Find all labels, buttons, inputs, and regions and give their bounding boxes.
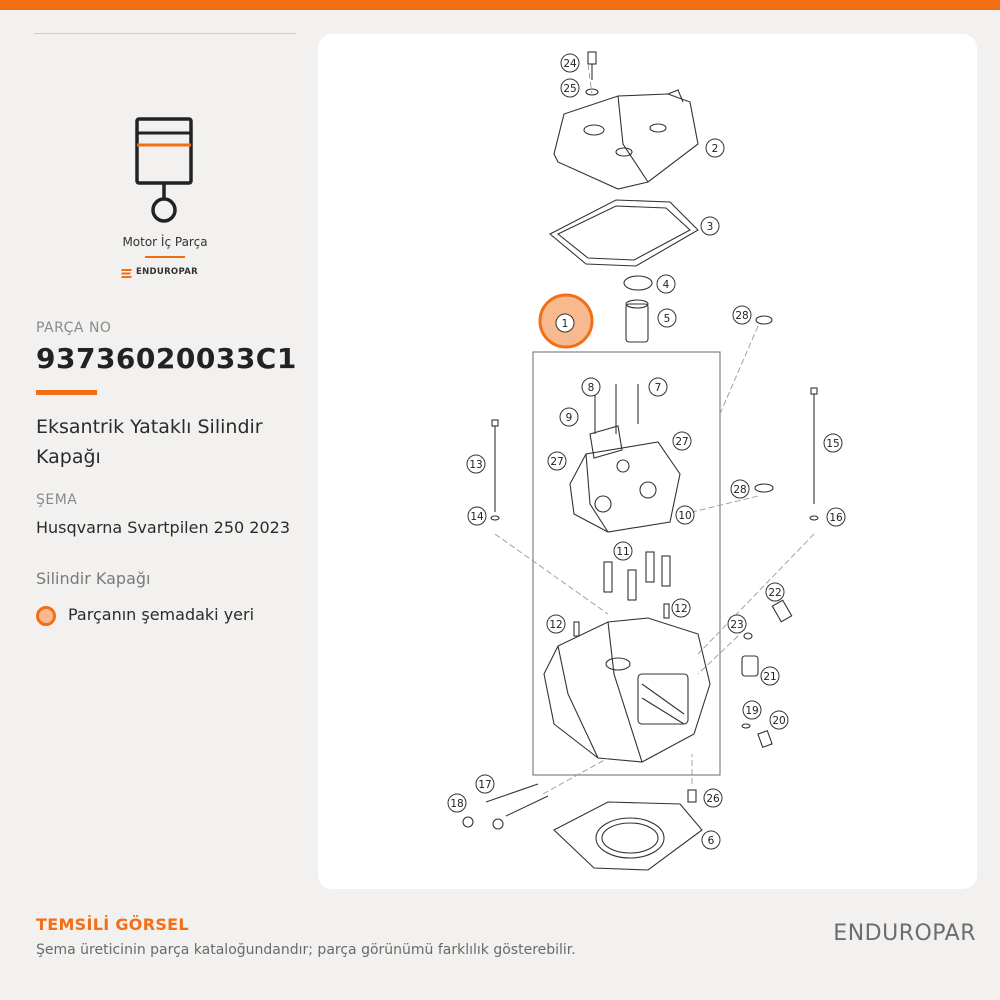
svg-text:28: 28 <box>733 484 747 496</box>
svg-text:5: 5 <box>663 313 671 325</box>
svg-text:21: 21 <box>763 671 777 683</box>
svg-text:11: 11 <box>616 546 630 558</box>
svg-text:25: 25 <box>563 83 577 95</box>
callout-15 <box>824 434 842 452</box>
callout-23 <box>728 615 746 633</box>
svg-text:4: 4 <box>662 279 670 291</box>
svg-text:24: 24 <box>563 58 577 70</box>
svg-text:27: 27 <box>550 456 564 468</box>
part-name: Eksantrik Yataklı Silindir Kapağı <box>36 416 263 468</box>
schema-model: Husqvarna Svartpilen 250 2023 <box>36 518 291 537</box>
callout-25 <box>561 79 579 97</box>
callout-26 <box>704 789 722 807</box>
svg-text:3: 3 <box>706 221 714 233</box>
svg-text:15: 15 <box>826 438 840 450</box>
category-underline <box>145 256 185 258</box>
callout-28-b <box>731 480 749 498</box>
svg-text:20: 20 <box>772 715 786 727</box>
category-card <box>34 108 296 288</box>
svg-text:2: 2 <box>711 143 719 155</box>
svg-text:27: 27 <box>675 436 689 448</box>
footer-brand: ENDUROPAR <box>833 921 976 946</box>
callout-6 <box>702 831 720 849</box>
footer-title: TEMSİLİ GÖRSEL <box>36 915 189 934</box>
svg-text:19: 19 <box>745 705 759 717</box>
callout-20 <box>770 711 788 729</box>
legend-text: Parçanın şemadaki yeri <box>68 605 255 624</box>
callout-21 <box>761 667 779 685</box>
svg-text:8: 8 <box>587 382 595 394</box>
svg-text:28: 28 <box>735 310 749 322</box>
brand-small-text: ENDUROPAR <box>136 267 198 277</box>
callout-10 <box>676 506 694 524</box>
svg-text:26: 26 <box>706 793 720 805</box>
svg-text:1: 1 <box>561 318 569 330</box>
svg-text:18: 18 <box>450 798 464 810</box>
category-label: Motor İç Parça <box>122 235 208 249</box>
svg-text:12: 12 <box>549 619 563 631</box>
callout-11 <box>614 542 632 560</box>
callout-8 <box>582 378 600 396</box>
callout-18 <box>448 794 466 812</box>
exploded-diagram <box>318 34 977 889</box>
svg-text:9: 9 <box>565 412 573 424</box>
part-number-underline <box>36 390 97 395</box>
callout-14 <box>468 507 486 525</box>
callout-28 <box>733 306 751 324</box>
callout-4 <box>657 275 675 293</box>
left-divider <box>34 33 296 34</box>
svg-text:6: 6 <box>707 835 715 847</box>
callout-13 <box>467 455 485 473</box>
callout-16 <box>827 508 845 526</box>
callout-17 <box>476 775 494 793</box>
callout-3 <box>701 217 719 235</box>
brand-mark-icon <box>121 269 132 278</box>
legend-marker-icon <box>36 606 56 626</box>
diagram-drawing <box>318 34 977 889</box>
svg-text:23: 23 <box>730 619 744 631</box>
callout-19 <box>743 701 761 719</box>
part-number: 93736020033C1 <box>36 342 297 375</box>
piston-icon <box>134 116 196 228</box>
callout-27-a <box>673 432 691 450</box>
brand-logo-small <box>121 267 221 281</box>
svg-text:16: 16 <box>829 512 843 524</box>
callout-9 <box>560 408 578 426</box>
callout-7 <box>649 378 667 396</box>
svg-text:12: 12 <box>674 603 688 615</box>
svg-text:7: 7 <box>654 382 662 394</box>
callout-1-highlighted <box>540 295 592 347</box>
callout-12-b <box>672 599 690 617</box>
footer-note: Şema üreticinin parça kataloğundandır; parça görünümü farklılık gösterebilir. <box>36 942 576 958</box>
svg-text:17: 17 <box>478 779 492 791</box>
callout-12-a <box>547 615 565 633</box>
schema-label: ŞEMA <box>36 492 78 508</box>
svg-text:13: 13 <box>469 459 483 471</box>
diagram-callouts <box>448 54 845 849</box>
callout-2 <box>706 139 724 157</box>
callout-27-b <box>548 452 566 470</box>
part-number-label: PARÇA NO <box>36 320 112 336</box>
callout-22 <box>766 583 784 601</box>
top-accent-bar <box>0 0 1000 10</box>
svg-text:10: 10 <box>678 510 692 522</box>
schema-section: Silindir Kapağı <box>36 569 151 588</box>
svg-text:22: 22 <box>768 587 782 599</box>
svg-text:14: 14 <box>470 511 484 523</box>
callout-24 <box>561 54 579 72</box>
callout-5 <box>658 309 676 327</box>
